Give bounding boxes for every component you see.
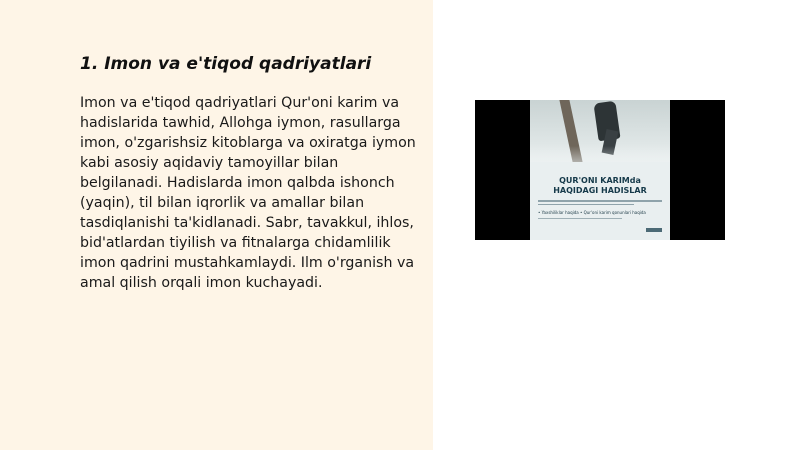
thumbnail-title-line2: HAQIDAGI HADISLAR [553,186,647,195]
thumbnail-divider [538,204,634,205]
video-frame-image [530,100,670,240]
thumbnail-caption: • Yaxshiliklar haqida • Qur'oni karim qonunlari haqida [538,210,646,215]
thumbnail-divider [538,218,622,219]
thumbnail-fade [530,146,670,176]
thumbnail-divider [538,200,662,202]
thumbnail-logo [646,228,662,232]
embedded-video-thumbnail[interactable] [475,100,725,240]
thumbnail-title-line1: QUR'ONI KARIMda [559,176,641,185]
slide-title: 1. Imon va e'tiqod qadriyatlari [80,54,372,74]
slide-body-text: Imon va e'tiqod qadriyatlari Qur'oni karim va hadislarida tawhid, Allohga iymon, rasullarga imon, o'zgarishsiz kitoblarga va oxiratga iymon kabi asosiy aqidaviy tamoyillar bilan belgilanadi. Hadislarda imon qalbda ishonch (yaqin), til bilan iqrorlik va amallar bilan tasdiqlanishi ta'kidlanadi. Sabr, tavakkul, ihlos, bid'atlardan tiyilish va fitnalarga chidamlilik imon qadrini mustahkamlaydi. Ilm o'rganish va amal qilish orqali imon kuchayadi. [80,95,416,291]
